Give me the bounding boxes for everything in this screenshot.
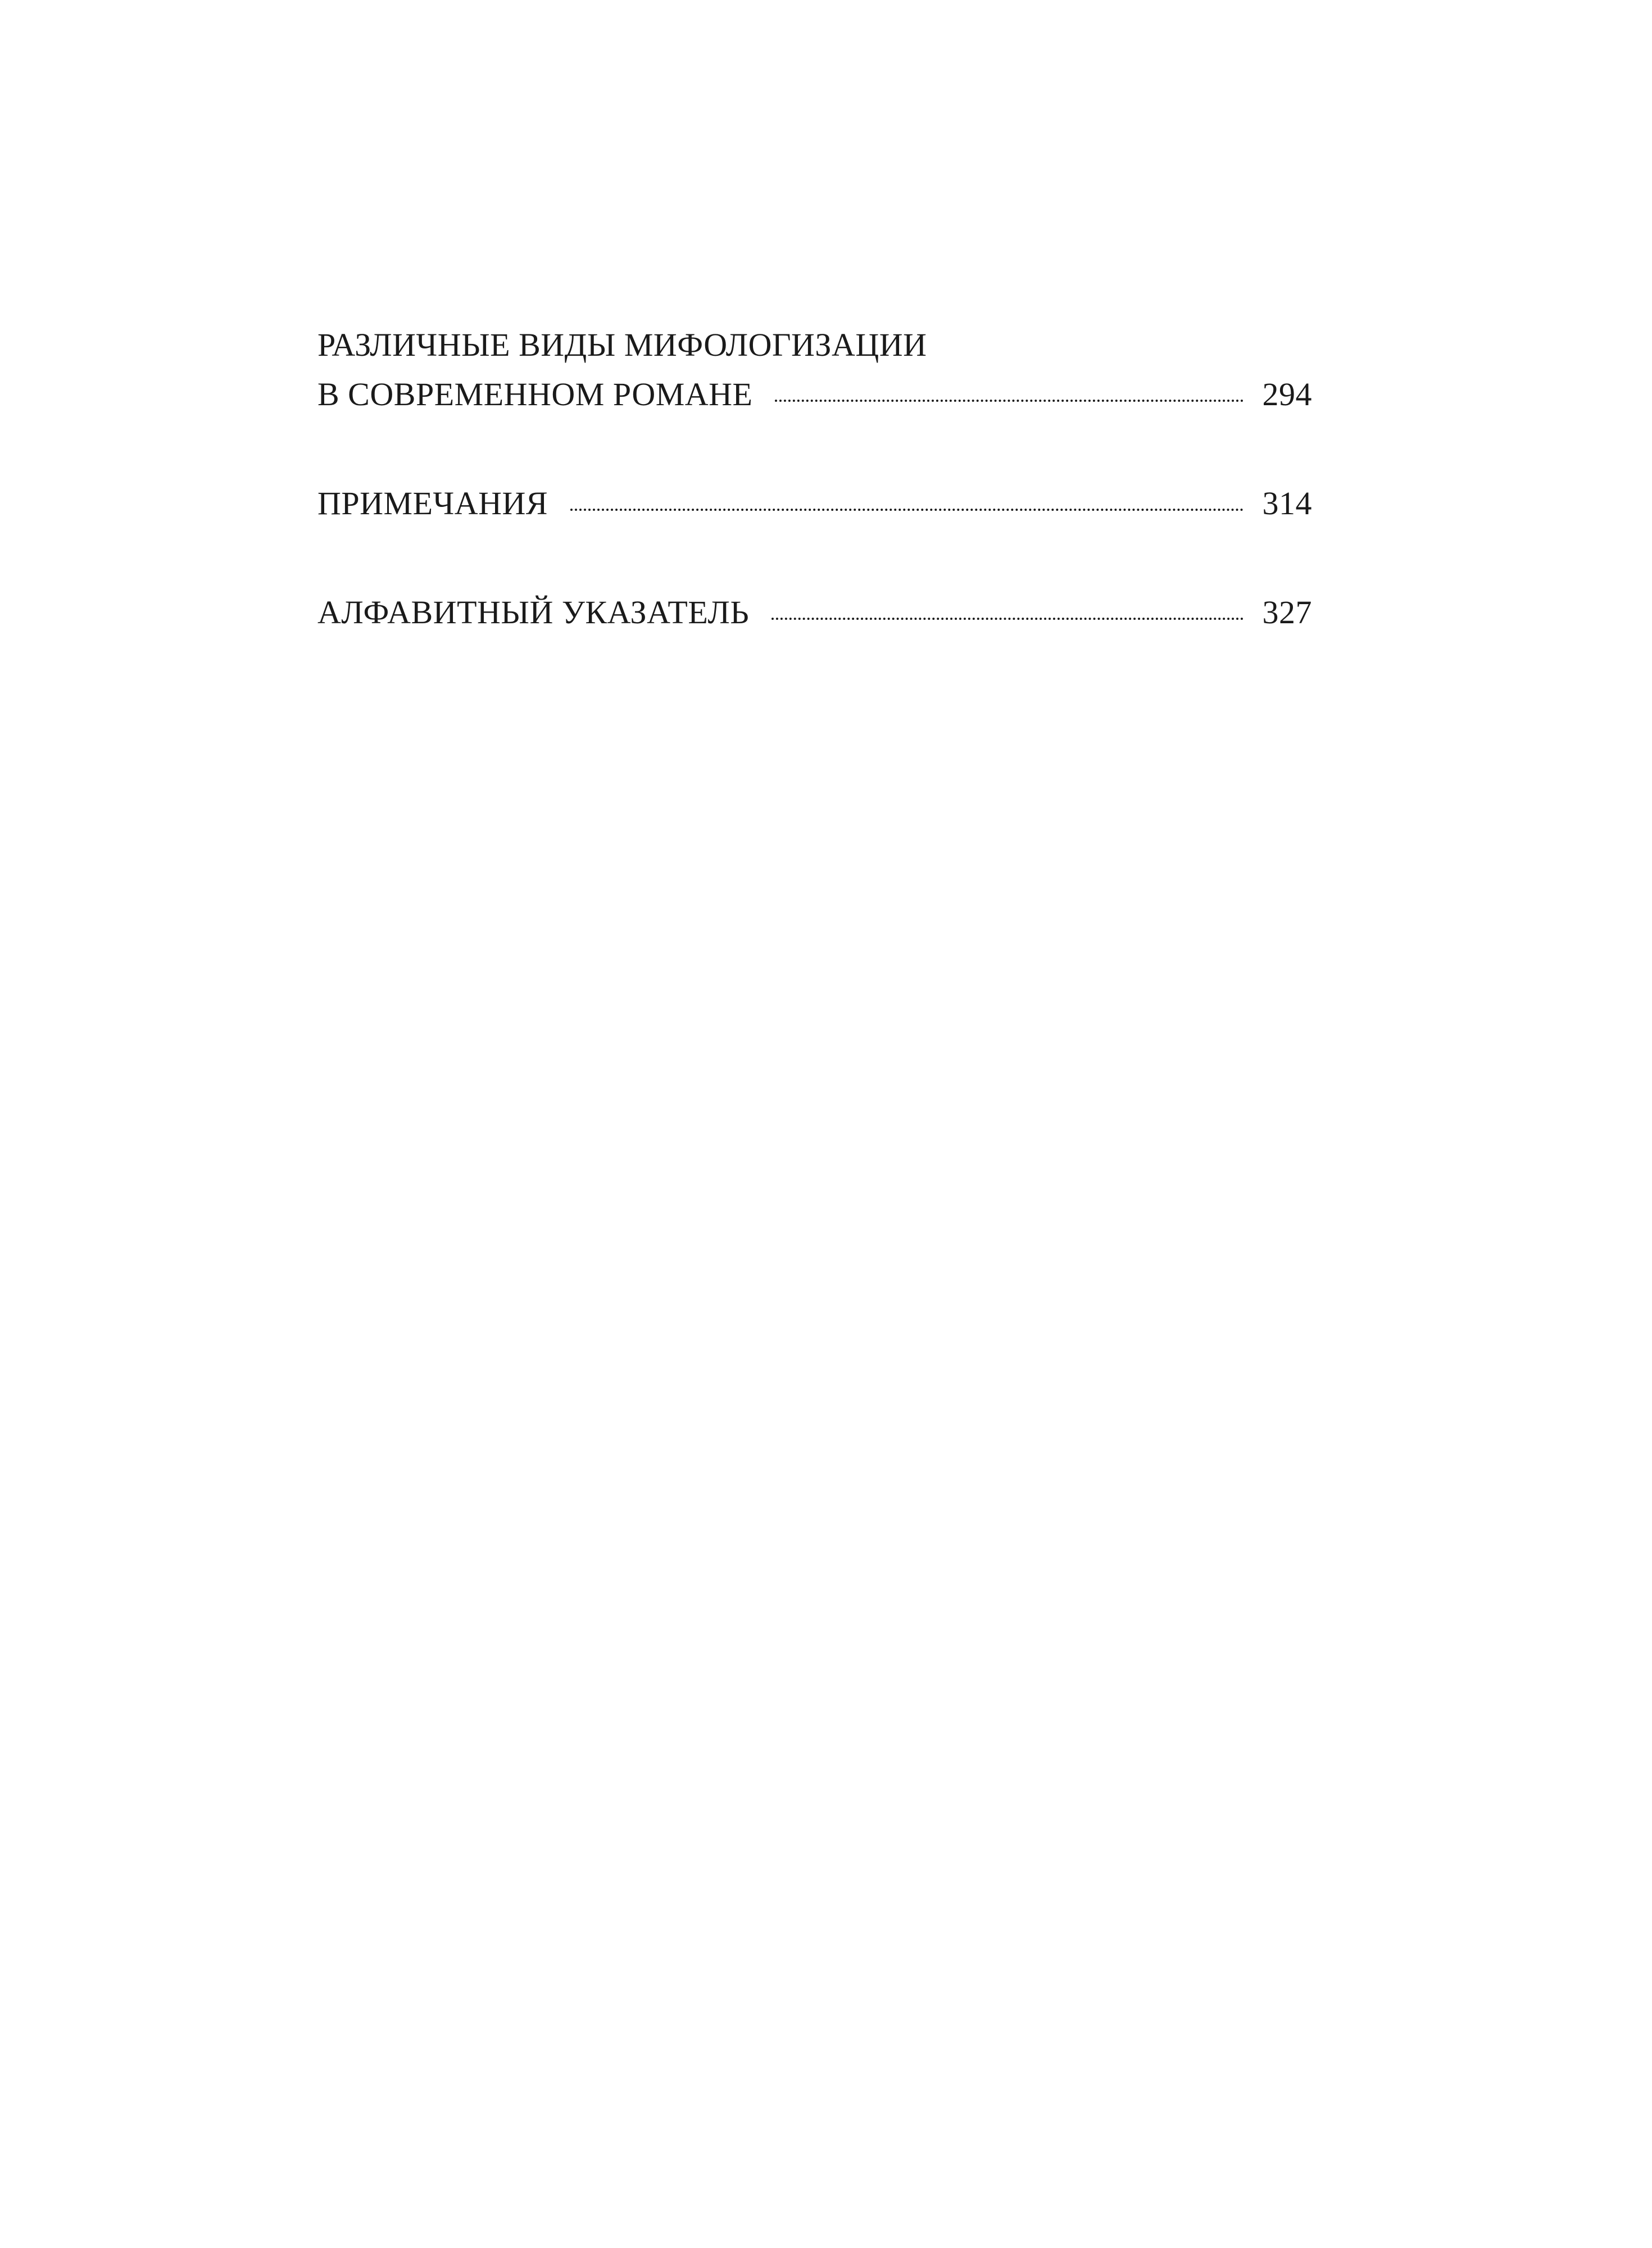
table-of-contents — [317, 320, 1312, 637]
toc-entry-title-line: АЛФАВИТНЫЙ УКАЗАТЕЛЬ — [317, 594, 750, 631]
toc-entry-title-line: ПРИМЕЧАНИЯ — [317, 485, 548, 522]
dot-leader — [775, 400, 1243, 402]
toc-page-number: 314 — [1262, 485, 1312, 522]
dot-leader — [570, 509, 1243, 511]
toc-page-number: 294 — [1262, 376, 1312, 413]
toc-page-number: 327 — [1262, 594, 1312, 631]
toc-entry-mythologization[interactable] — [317, 320, 1312, 419]
toc-entry-title-line: РАЗЛИЧНЫЕ ВИДЫ МИФОЛОГИЗАЦИИ — [317, 327, 927, 363]
toc-entry-index[interactable] — [317, 588, 1312, 637]
toc-entry-notes[interactable] — [317, 479, 1312, 528]
toc-entry-title-line: В СОВРЕМЕННОМ РОМАНЕ — [317, 376, 753, 413]
dot-leader — [771, 618, 1243, 620]
